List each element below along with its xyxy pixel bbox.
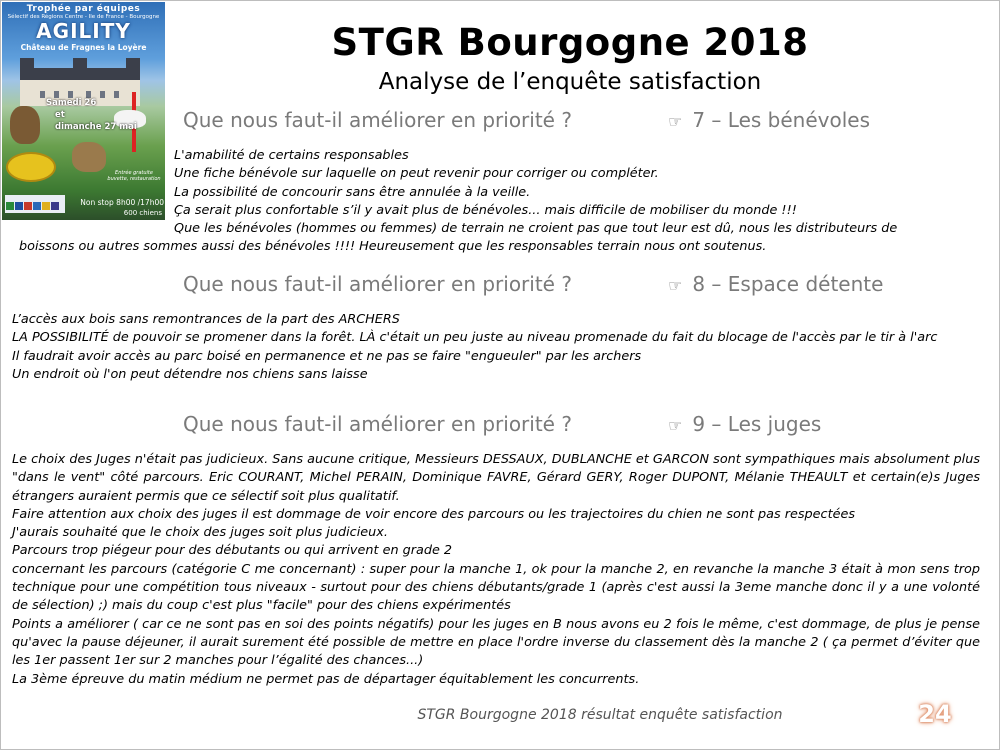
poster-date-line3: dimanche 27 mai — [55, 122, 137, 132]
list-item: Ça serait plus confortable s’il y avait plus de bénévoles... mais difficile de mobiliser du monde !!! — [174, 202, 797, 218]
section-9-heading — [668, 412, 821, 436]
section-9-topic: 9 – Les juges — [692, 412, 822, 436]
list-item: boissons ou autres sommes aussi des bénévoles !!!! Heureusement que les responsables terrain nous ont soutenus. — [19, 239, 767, 254]
list-item: La possibilité de concourir sans être annulée à la veille. — [174, 184, 531, 200]
section-9-text — [12, 451, 980, 689]
event-poster — [2, 2, 165, 220]
sponsor-logos — [5, 195, 65, 213]
section-8-topic: 8 – Espace détente — [692, 272, 884, 296]
list-item: concernant les parcours (catégorie C me concernant) : super pour la manche 1, ok pour la manche 2, en revanche la manche 3 était à mon sens trop technique pour une compétition tous niveaux - surtout pour des chiens débutants/grade 1 (après c'est aussi la 3eme manche donc il y a une volonté de sélection) ;) mais du coup c'est plus "facile" pour des chiens expérimentés — [12, 561, 980, 614]
poster-dog-count: 600 chiens — [123, 209, 162, 217]
list-item: Faire attention aux choix des juges il est dommage de voir encore des parcours ou les trajectoires du chien ne sont pas respectées — [12, 506, 856, 522]
dog-image — [72, 142, 106, 172]
list-item: L’accès aux bois sans remontrances de la part des ARCHERS — [12, 312, 400, 327]
list-item: L'amabilité de certains responsables — [174, 148, 409, 163]
list-item: Une fiche bénévole sur laquelle on peut revenir pour corriger ou compléter. — [174, 166, 659, 182]
section-7-heading — [668, 108, 870, 132]
footer-caption: STGR Bourgogne 2018 résultat enquête satisfaction — [417, 707, 783, 723]
section-8-text — [12, 311, 980, 384]
poster-venue: Château de Fragnes la Loyère — [20, 43, 147, 52]
section-7-text — [174, 147, 897, 238]
list-item: Le choix des Juges n'était pas judicieux. Sans aucune critique, Messieurs DESSAUX, DUBLANCHE et GARCON sont sympathiques mais absolument plus "dans le vent" côté parcours. Eric COURANT, Michel PERAIN, Dominique FAVRE, Gérard GERY, Roger DUPONT, Mélanie THEAULT et certain(e)s Juges étrangers auraient permis que ce sélectif soit plus qualitatif. — [12, 452, 980, 504]
list-item: LA POSSIBILITÉ de pouvoir se promener dans la forêt. LÀ c'était un peu juste au niveau promenade du fait du blocage de l'accès par le tir à l'arc — [12, 330, 938, 346]
section-7-topic: 7 – Les bénévoles — [692, 108, 870, 132]
poster-line1: Trophée par équipes — [26, 4, 141, 14]
list-item: Points a améliorer ( car ce ne sont pas en soi des points négatifs) pour les juges en B nous avons eu 2 fois le même, c'est dommage, de plus je pense qu'avec la pause déjeuner, il aurait surement été possible de mettre en place l'ordre inverse du classement dès la manche 2 ( ça permet d’éviter que les 1er passent 1er sur 2 manches pour l’égalité des chances...) — [12, 616, 980, 669]
list-item: J'aurais souhaité que le choix des juges soit plus judicieux. — [12, 525, 388, 541]
poster-date-line2: et — [55, 110, 65, 120]
list-item: Il faudrait avoir accès au parc boisé en permanence et ne pas se faire "engueuler" par les archers — [12, 348, 642, 364]
poster-line2: Sélectif des Régions Centre - Ile de France - Bourgogne — [7, 14, 160, 20]
pointing-hand-icon: ☞ — [668, 416, 683, 435]
poster-agility: AGILITY — [36, 19, 131, 43]
section-9-question: Que nous faut-il améliorer en priorité ? — [183, 412, 572, 436]
list-item: Que les bénévoles (hommes ou femmes) de terrain ne croient pas que tout leur est dû, nous les distributeurs de — [174, 221, 898, 237]
page-title: STGR Bourgogne 2018 — [331, 21, 809, 64]
dog-image — [10, 106, 40, 144]
list-item: Un endroit où l'on peut détendre nos chiens sans laisse — [12, 366, 368, 382]
pointing-hand-icon: ☞ — [668, 112, 683, 131]
pointing-hand-icon: ☞ — [668, 276, 683, 295]
poster-hours: Non stop 8h00 /17h00 — [80, 198, 164, 207]
section-7-question: Que nous faut-il améliorer en priorité ? — [183, 108, 572, 132]
poster-date-line1: Samedi 26 — [46, 98, 97, 108]
poster-info: Entrée gratuite buvette, restauration — [107, 170, 161, 182]
page-number: 24 — [918, 700, 952, 728]
section-8-question: Que nous faut-il améliorer en priorité ? — [183, 272, 572, 296]
list-item: Parcours trop piégeur pour des débutants ou qui arrivent en grade 2 — [12, 543, 453, 559]
page-subtitle: Analyse de l’enquête satisfaction — [378, 69, 762, 95]
list-item: La 3ème épreuve du matin médium ne permet pas de départager équitablement les concurrents. — [12, 671, 640, 687]
section-8-heading — [668, 272, 883, 296]
agility-tunnel-image — [6, 152, 56, 182]
section-7-text-continued — [19, 238, 766, 256]
